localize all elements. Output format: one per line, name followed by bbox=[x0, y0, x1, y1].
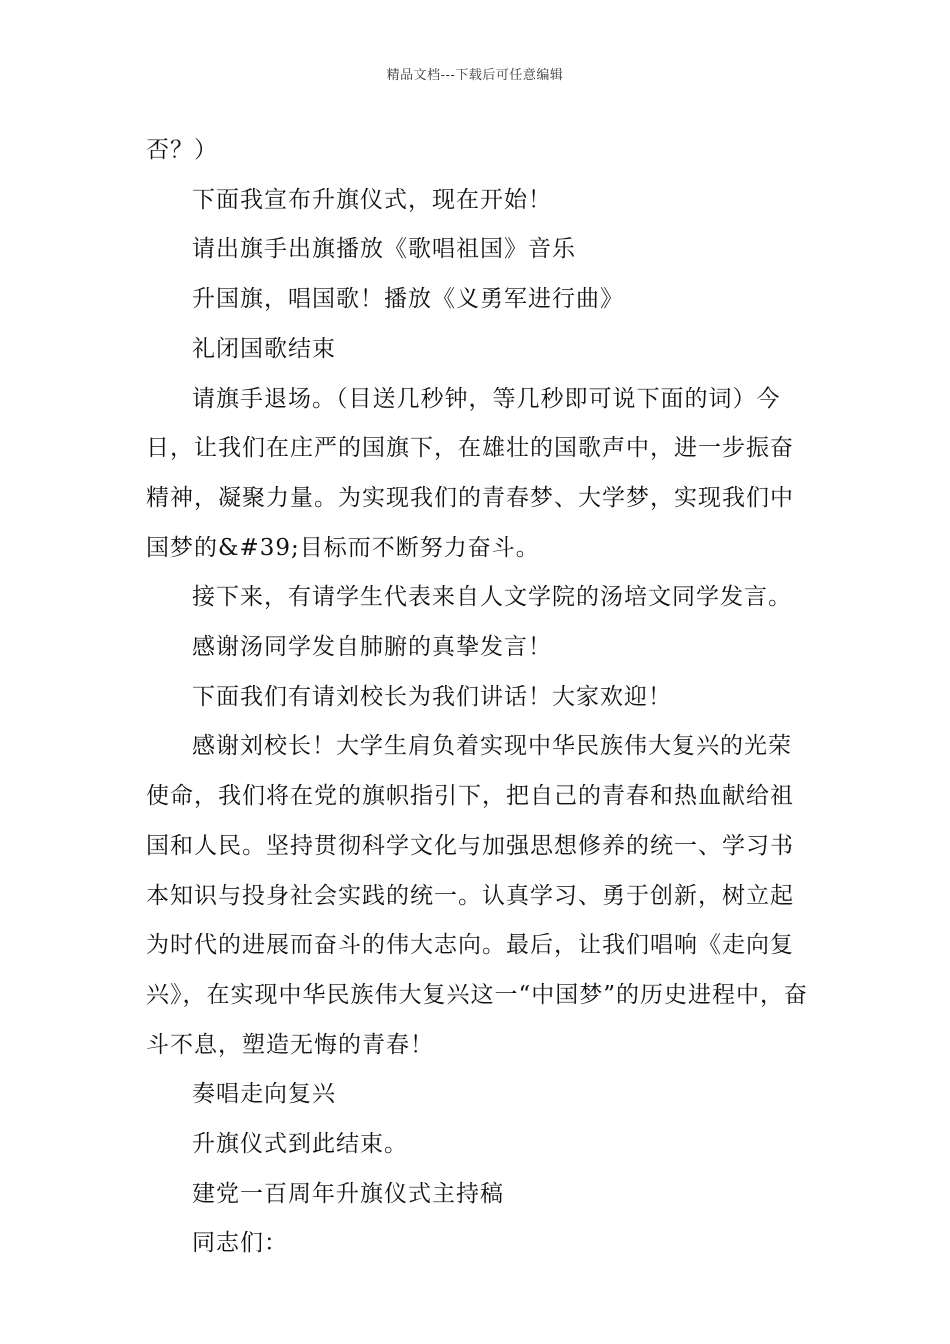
paragraph: 感谢刘校长！大学生肩负着实现中华民族伟大复兴的光荣使命，我们将在党的旗帜指引下，把自己的青春和热血献给祖国和人民。坚持贯彻科学文化与加强思想修养的统一、学习书本知识与投身社会实践的统一。认真学习、勇于创新，树立起为时代的进展而奋斗的伟大志向。最后，让我们唱响《走向复兴》，在实现中华民族伟大复兴这一“中国梦”的历史进程中，奋斗不息，塑造无悔的青春！ bbox=[146, 733, 809, 1058]
paragraph: 下面我宣布升旗仪式，现在开始！ bbox=[192, 186, 552, 213]
paragraph: 请旗手退场。（目送几秒钟，等几秒即可说下面的词）今日，让我们在庄严的国旗下，在雄壮的国歌声中，进一步振奋精神，凝聚力量。为实现我们的青春梦、大学梦，实现我们中国梦的&#39;目标而不断努力奋斗。 bbox=[146, 385, 794, 561]
paragraph: 升旗仪式到此结束。 bbox=[192, 1131, 408, 1158]
paragraph: 建党一百周年升旗仪式主持稿 bbox=[192, 1180, 504, 1207]
paragraph: 接下来，有请学生代表来自人文学院的汤培文同学发言。 bbox=[192, 584, 792, 611]
paragraph: 同志们： bbox=[192, 1230, 288, 1257]
paragraph: 升国旗，唱国歌！播放《义勇军进行曲》 bbox=[192, 286, 624, 313]
paragraph: 奏唱走向复兴 bbox=[192, 1081, 336, 1108]
paragraph: 下面我们有请刘校长为我们讲话！大家欢迎！ bbox=[192, 683, 672, 710]
paragraph: 请出旗手出旗播放《歌唱祖国》音乐 bbox=[192, 236, 576, 263]
page-header: 精品文档---下载后可任意编辑 bbox=[386, 68, 564, 83]
paragraph: 礼闭国歌结束 bbox=[192, 335, 336, 362]
document-body bbox=[146, 126, 811, 1269]
paragraph: 否？） bbox=[146, 137, 218, 163]
paragraph: 感谢汤同学发自肺腑的真挚发言！ bbox=[192, 634, 552, 661]
